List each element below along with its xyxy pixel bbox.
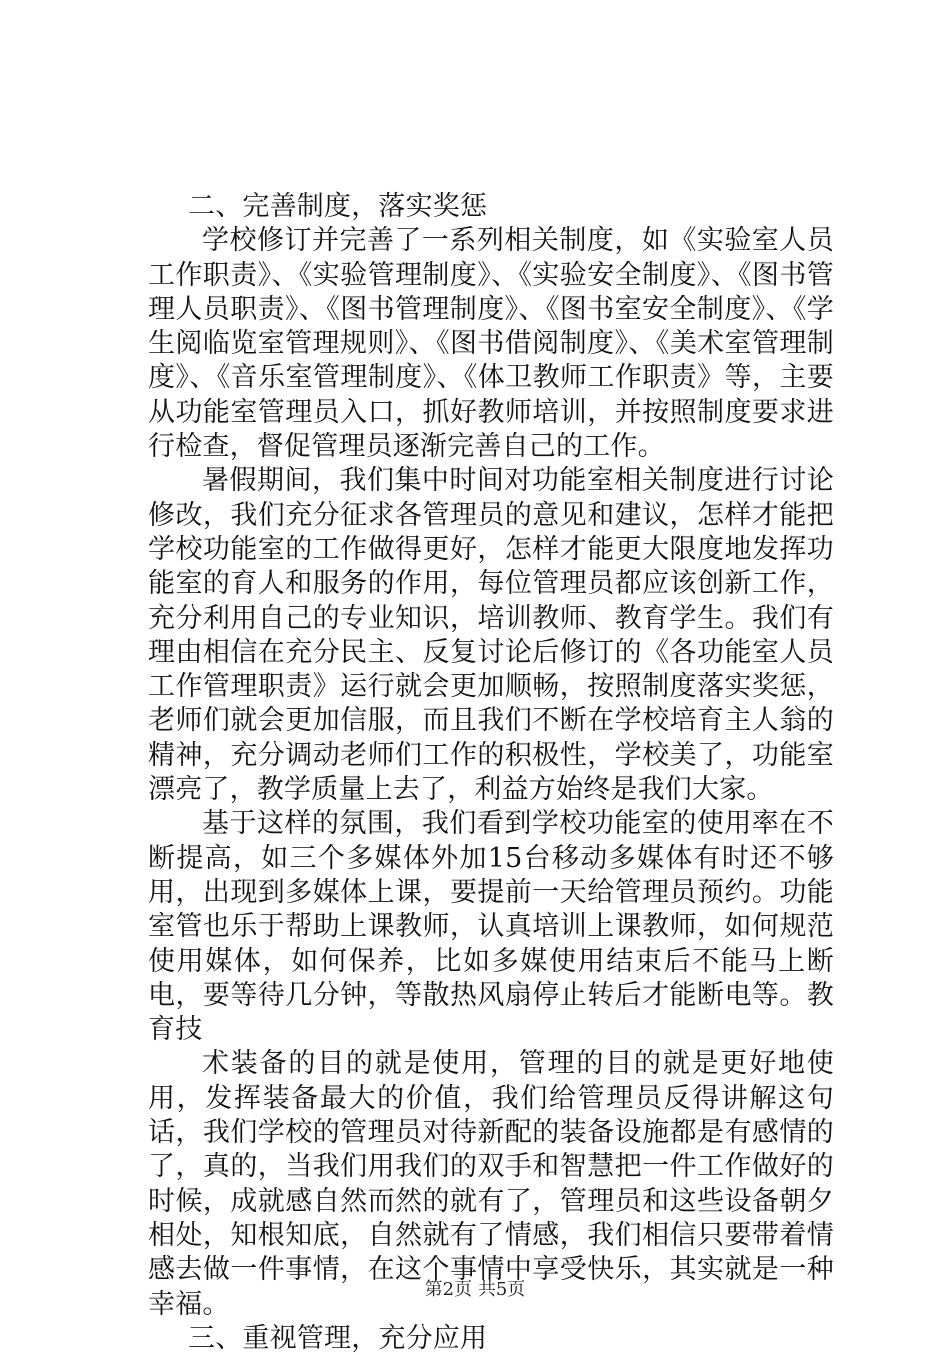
section-heading-2: 二、完善制度，落实奖惩 bbox=[188, 191, 488, 222]
page-number: 第2页 共5页 bbox=[424, 1279, 526, 1300]
paragraph-summer-discussion: 暑假期间，我们集中时间对功能室相关制度进行讨论修改，我们充分征求各管理员的意见和建议，怎样才能把学校功能室的工作做得更好，怎样才能更大限度地发挥功能室的育人和服务的作用，每位管理员都应该创新工作，充分利用自己的专业知识，培训教师、教育学生。我们有理由相信在充分民主、反复讨论后修订的《各功能室人员工作管理职责》运行就会更加顺畅，按照制度落实奖惩，老师们就会更加信服，而且我们不断在学校培育主人翁的精神，充分调动老师们工作的积极性，学校美了，功能室漂亮了，教学质量上去了，利益方始终是我们大家。 bbox=[148, 465, 834, 806]
paragraph-usage-rate: 基于这样的氛围，我们看到学校功能室的使用率在不断提高，如三个多媒体外加15台移动多媒体有时还不够用，出现到多媒体上课，要提前一天给管理员预约。功能室管也乐于帮助上课教师，认真培训上课教师，如何规范使用媒体，如何保养，比如多媒使用结束后不能马上断电，要等待几分钟，等散热风扇停止转后才能断电等。教育技 bbox=[148, 808, 834, 1046]
paragraph-equipment-purpose: 术装备的目的就是使用，管理的目的就是更好地使用，发挥装备最大的价值，我们给管理员反得讲解这句话，我们学校的管理员对待新配的装备设施都是有感情的了，真的，当我们用我们的双手和智慧把一件工作做好的时候，成就感自然而然的就有了，管理员和这些设备朝夕相处，知根知底，自然就有了情感，我们相信只要带着情感去做一件事情，在这个事情中享受快乐，其实就是一种幸福。 bbox=[148, 1048, 834, 1320]
paragraph-regulations: 学校修订并完善了一系列相关制度，如《实验室人员工作职责》、《实验管理制度》、《实验安全制度》、《图书管理人员职责》、《图书管理制度》、《图书室安全制度》、《学生阅临览室管理规则》、《图书借阅制度》、《美术室管理制度》、《音乐室管理制度》、《体卫教师工作职责》等，主要从功能室管理员入口，抓好教师培训，并按照制度要求进行检查，督促管理员逐渐完善自己的工作。 bbox=[148, 225, 834, 463]
document-body bbox=[148, 190, 834, 1356]
section-heading-3: 三、重视管理，充分应用 bbox=[188, 1322, 488, 1354]
